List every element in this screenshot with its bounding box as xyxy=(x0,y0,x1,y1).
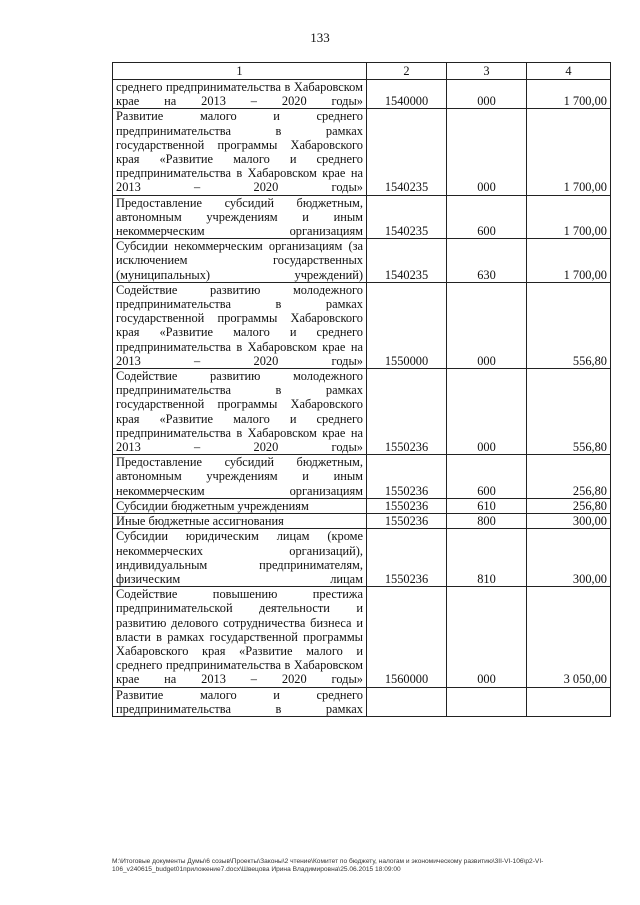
row-sum: 1 700,00 xyxy=(527,239,611,283)
row-sum: 1 700,00 xyxy=(527,195,611,239)
row-type: 000 xyxy=(447,80,527,109)
row-sum: 256,80 xyxy=(527,498,611,513)
row-type: 610 xyxy=(447,498,527,513)
row-type: 800 xyxy=(447,514,527,529)
row-code: 1540000 xyxy=(367,80,447,109)
row-name: Развитие малого и среднего предпринимательства в рамках xyxy=(113,687,367,716)
row-code: 1540235 xyxy=(367,239,447,283)
row-type: 000 xyxy=(447,282,527,368)
row-code: 1540235 xyxy=(367,195,447,239)
page-number: 133 xyxy=(310,30,330,45)
row-type: 600 xyxy=(447,455,527,499)
row-name: Субсидии юридическим лицам (кроме некоммерческих организаций), индивидуальным предпринимателям, физическим лицам xyxy=(113,529,367,587)
table-row xyxy=(113,80,611,109)
row-sum: 300,00 xyxy=(527,529,611,587)
row-type: 630 xyxy=(447,239,527,283)
row-code: 1550236 xyxy=(367,514,447,529)
table-row xyxy=(113,282,611,368)
row-code: 1550000 xyxy=(367,282,447,368)
table-row xyxy=(113,687,611,716)
column-header: 1 xyxy=(113,63,367,80)
table-row xyxy=(113,514,611,529)
row-name: Предоставление субсидий бюджетным, автономным учреждениям и иным некоммерческим организациям xyxy=(113,455,367,499)
row-sum: 1 700,00 xyxy=(527,80,611,109)
row-sum: 556,80 xyxy=(527,282,611,368)
row-name: Содействие развитию молодежного предпринимательства в рамках государственной программы Хабаровского края «Развитие малого и среднего предпринимательства в Хабаровском крае на 2013 – 2020 годы» xyxy=(113,282,367,368)
table-row xyxy=(113,239,611,283)
footer-line: M:\Итоговые документы Думы\6 созыв\Проекты\Законы\2 чтение\Комитет по бюджету, налогам и экономическому развитию\3II-VI-106\р2-VI- xyxy=(112,858,544,865)
row-name: Содействие повышению престижа предпринимательской деятельности и развитию делового сотрудничества бизнеса и власти в рамках государственной программы Хабаровского края «Развитие малого и среднего предпринимательства в Хабаровском крае на 2013 – 2020 годы» xyxy=(113,587,367,687)
row-code: 1550236 xyxy=(367,529,447,587)
row-type: 000 xyxy=(447,109,527,195)
column-header: 4 xyxy=(527,63,611,80)
row-sum: 300,00 xyxy=(527,514,611,529)
row-name: среднего предпринимательства в Хабаровском крае на 2013 – 2020 годы» xyxy=(113,80,367,109)
document-path-footer xyxy=(112,858,622,874)
footer-line: 106_v240615_budget01приложение7.docx\Швецова Ирина Владимировна\25.06.2015 18:09:00 xyxy=(112,866,401,874)
column-header: 3 xyxy=(447,63,527,80)
row-type: 810 xyxy=(447,529,527,587)
row-code: 1550236 xyxy=(367,455,447,499)
table-row xyxy=(113,369,611,455)
row-type xyxy=(447,687,527,716)
table-row xyxy=(113,587,611,687)
row-name: Субсидии некоммерческим организациям (за исключением государственных (муниципальных) учреждений) xyxy=(113,239,367,283)
row-name: Предоставление субсидий бюджетным, автономным учреждениям и иным некоммерческим организациям xyxy=(113,195,367,239)
row-type: 600 xyxy=(447,195,527,239)
row-code xyxy=(367,687,447,716)
row-code: 1560000 xyxy=(367,587,447,687)
row-type: 000 xyxy=(447,587,527,687)
table-header-row xyxy=(113,63,611,80)
table-row xyxy=(113,455,611,499)
row-code: 1550236 xyxy=(367,498,447,513)
table-row xyxy=(113,195,611,239)
row-sum xyxy=(527,687,611,716)
row-sum: 556,80 xyxy=(527,369,611,455)
table-row xyxy=(113,529,611,587)
row-name: Развитие малого и среднего предпринимательства в рамках государственной программы Хабаровского края «Развитие малого и среднего предпринимательства в Хабаровском крае на 2013 – 2020 годы» xyxy=(113,109,367,195)
row-sum: 256,80 xyxy=(527,455,611,499)
row-code: 1550236 xyxy=(367,369,447,455)
row-name: Субсидии бюджетным учреждениям xyxy=(113,498,367,513)
row-sum: 3 050,00 xyxy=(527,587,611,687)
table-row xyxy=(113,498,611,513)
row-name: Иные бюджетные ассигнования xyxy=(113,514,367,529)
row-type: 000 xyxy=(447,369,527,455)
row-name: Содействие развитию молодежного предпринимательства в рамках государственной программы Хабаровского края «Развитие малого и среднего предпринимательства в Хабаровском крае на 2013 – 2020 годы» xyxy=(113,369,367,455)
row-sum: 1 700,00 xyxy=(527,109,611,195)
row-code: 1540235 xyxy=(367,109,447,195)
budget-table xyxy=(112,62,611,717)
table-row xyxy=(113,109,611,195)
column-header: 2 xyxy=(367,63,447,80)
